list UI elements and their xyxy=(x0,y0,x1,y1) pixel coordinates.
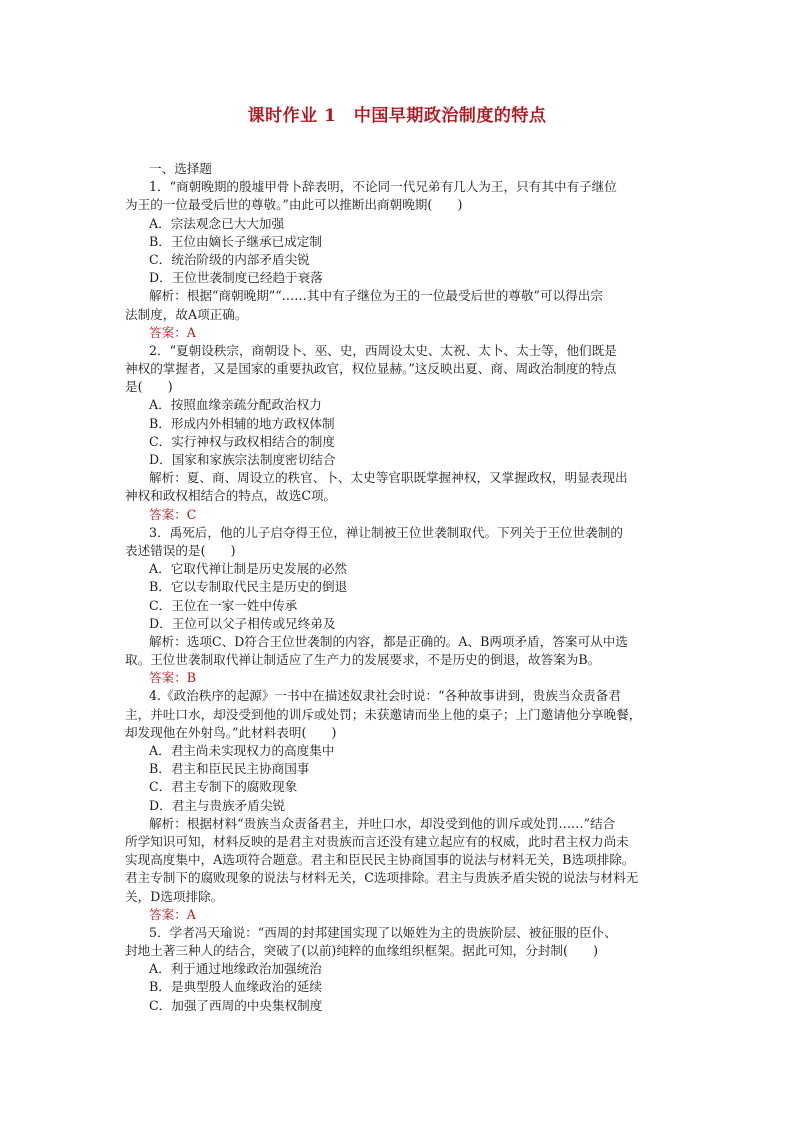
page-title: 课时作业 1 中国早期政治制度的特点 xyxy=(247,106,547,126)
text-line: A．宗法观念已大大加强 xyxy=(149,215,285,231)
text-line: 法制度，故A项正确。 xyxy=(125,306,248,322)
text-line: 君主专制下的腐败现象的说法与材料无关，C选项排除。君主与贵族矛盾尖锐的说法与材料无 xyxy=(125,870,639,886)
text-line: B．它以专制取代民主是历史的倒退 xyxy=(149,579,348,595)
text-line: 主，并吐口水，却没受到他的训斥或处罚；未获邀请而坐上他的桌子；上门邀请他分享晚餐， xyxy=(125,706,642,722)
text-line: B．是典型殷人血缘政治的延续 xyxy=(149,979,322,995)
text-line: 1．“商朝晚期的殷墟甲骨卜辞表明，不论同一代兄弟有几人为王，只有其中有子继位 xyxy=(149,179,617,195)
text-line: 封地土著三种人的结合，突破了(以前)纯粹的血缘组织框架。据此可知，分封制( ) xyxy=(125,943,599,959)
answer-line: 答案：A xyxy=(149,324,196,340)
text-line: 解析：根据材料“贵族当众责备君主，并吐口水，却没受到他的训斥或处罚……”结合 xyxy=(149,815,616,831)
text-line: 解析：夏、商、周设立的秩官、卜、太史等官职既掌握神权，又掌握政权，明显表现出 xyxy=(149,470,628,486)
text-line: 5．学者冯天瑜说：“西周的封邦建国实现了以姬姓为主的贵族阶层、被征服的臣仆、 xyxy=(149,924,617,940)
text-line: 为王的一位最受后世的尊敬。”由此可以推断出商朝晚期( ) xyxy=(125,197,463,213)
text-line: C．实行神权与政权相结合的制度 xyxy=(149,433,335,449)
text-line: B．王位由嫡长子继承已成定制 xyxy=(149,233,322,249)
text-line: A．它取代禅让制是历史发展的必然 xyxy=(149,561,348,577)
text-line: C．加强了西周的中央集权制度 xyxy=(149,997,323,1013)
text-line: D．王位可以父子相传或兄终弟及 xyxy=(149,615,336,631)
text-line: 神权和政权相结合的特点，故选C项。 xyxy=(125,488,337,504)
text-line: 3．禹死后，他的儿子启夺得王位，禅让制被王位世袭制取代。下列关于王位世袭制的 xyxy=(149,524,623,540)
text-line: 是( ) xyxy=(125,379,173,395)
text-line: 实现高度集中，A选项符合题意。君主和臣民民主协商国事的说法与材料无关，B选项排除。 xyxy=(125,852,635,868)
text-line: A．按照血缘亲疏分配政治权力 xyxy=(149,397,322,413)
text-line: 解析：根据“商朝晚期”“……其中有子继位为王的一位最受后世的尊敬”可以得出宗 xyxy=(149,288,603,304)
text-line: C．君主专制下的腐败现象 xyxy=(149,779,298,795)
text-line: B．君主和臣民民主协商国事 xyxy=(149,761,310,777)
answer-line: 答案：A xyxy=(149,906,196,922)
text-line: 4.《政治秩序的起源》一书中在描述奴隶社会时说：“各种故事讲到，贵族当众责备君 xyxy=(149,688,621,704)
text-line: 表述错误的是( ) xyxy=(125,542,236,558)
text-line: 取。王位世袭制取代禅让制适应了生产力的发展要求，不是历史的倒退，故答案为B。 xyxy=(125,652,601,668)
text-line: 神权的掌握者，又是国家的重要执政官，权位显赫。”这反映出夏、商、周政治制度的特点 xyxy=(125,361,617,377)
text-line: A．君主尚未实现权力的高度集中 xyxy=(149,743,335,758)
text-line: D．国家和家族宗法制度密切结合 xyxy=(149,452,336,467)
text-line: 一、选择题 xyxy=(149,161,212,176)
text-line: A．利于通过地缘政治加强统治 xyxy=(149,961,322,977)
text-line: 所学知识可知，材料反映的是君主对贵族而言还没有建立起应有的权威，此时君主权力尚未 xyxy=(125,833,629,849)
text-line: 2．“夏朝设秩宗，商朝设卜、巫、史，西周设太史、太祝、太卜、太士等，他们既是 xyxy=(149,342,617,358)
text-line: D．君主与贵族矛盾尖锐 xyxy=(149,797,286,813)
answer-line: 答案：C xyxy=(149,506,197,522)
text-line: D．王位世袭制度已经趋于衰落 xyxy=(149,270,323,286)
text-line: 却发现他在外射鸟。”此材料表明( ) xyxy=(125,724,337,740)
text-line: 解析：选项C、D符合王位世袭制的内容，都是正确的。A、B两项矛盾，答案可从中选 xyxy=(149,633,628,649)
text-line: B．形成内外相辅的地方政权体制 xyxy=(149,415,335,431)
text-line: C．统治阶级的内部矛盾尖锐 xyxy=(149,251,310,267)
document-body xyxy=(125,160,682,1015)
text-line: C．王位在一家一姓中传承 xyxy=(149,597,298,613)
answer-line: 答案：B xyxy=(149,670,197,686)
text-line: 关，D选项排除。 xyxy=(125,888,224,904)
